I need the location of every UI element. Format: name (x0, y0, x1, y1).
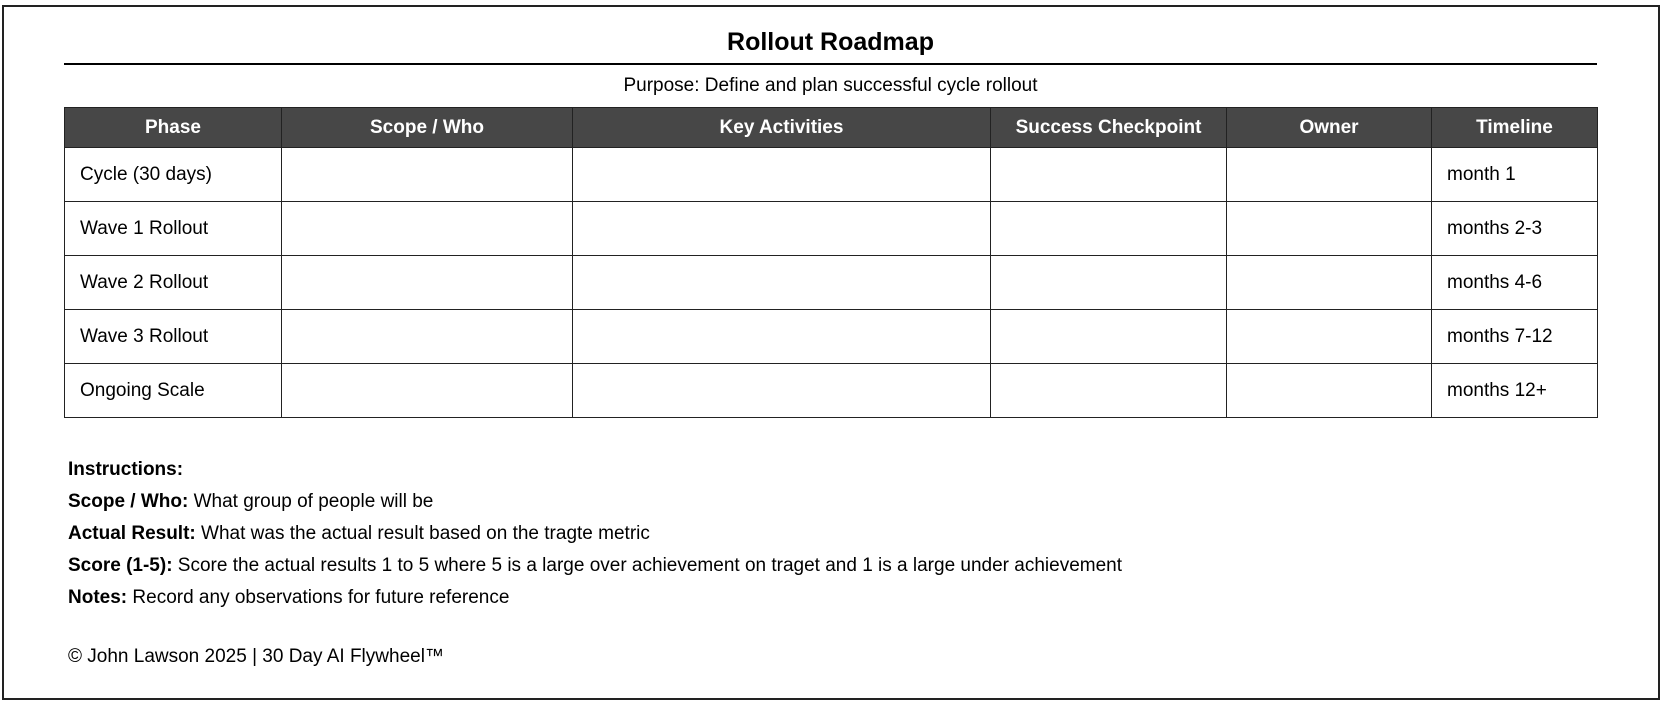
owner-cell[interactable] (1227, 310, 1432, 364)
key-activities-cell[interactable] (573, 256, 991, 310)
copyright-footer: © John Lawson 2025 | 30 Day AI Flywheel™ (68, 646, 444, 667)
instruction-item (68, 582, 1122, 614)
instructions (68, 454, 1122, 614)
instruction-item (68, 486, 1122, 518)
success-checkpoint-cell[interactable] (991, 364, 1227, 418)
roadmap-table (64, 107, 1598, 418)
timeline-cell: months 4-6 (1432, 256, 1598, 310)
timeline-cell: months 2-3 (1432, 202, 1598, 256)
phase-cell: Wave 2 Rollout (65, 256, 282, 310)
success-checkpoint-cell[interactable] (991, 256, 1227, 310)
table-row (65, 310, 1598, 364)
success-checkpoint-cell[interactable] (991, 148, 1227, 202)
instruction-label: Score (1-5): (68, 555, 173, 576)
purpose-text: Purpose: Define and plan successful cycle rollout (623, 75, 1038, 96)
owner-cell[interactable] (1227, 148, 1432, 202)
scope-cell[interactable] (282, 256, 573, 310)
instructions-heading: Instructions: (68, 459, 184, 480)
timeline-cell: months 7-12 (1432, 310, 1598, 364)
instruction-text: Record any observations for future reference (127, 587, 510, 608)
timeline-cell: months 12+ (1432, 364, 1598, 418)
instruction-item (68, 518, 1122, 550)
header-phase: Phase (65, 108, 282, 148)
title-divider (64, 63, 1597, 65)
owner-cell[interactable] (1227, 202, 1432, 256)
timeline-cell: month 1 (1432, 148, 1598, 202)
phase-cell: Cycle (30 days) (65, 148, 282, 202)
header-success-checkpoint: Success Checkpoint (991, 108, 1227, 148)
header-scope: Scope / Who (282, 108, 573, 148)
owner-cell[interactable] (1227, 364, 1432, 418)
instruction-text: Score the actual results 1 to 5 where 5 is a large over achievement on traget and 1 is a large under achievement (172, 555, 1123, 576)
header-owner: Owner (1227, 108, 1432, 148)
table-row (65, 364, 1598, 418)
instruction-label: Notes: (68, 587, 128, 608)
scope-cell[interactable] (282, 148, 573, 202)
page-title: Rollout Roadmap (727, 28, 934, 56)
instruction-text: What was the actual result based on the tragte metric (195, 523, 650, 544)
instruction-text: What group of people will be (188, 491, 434, 512)
instruction-label: Actual Result: (68, 523, 196, 544)
phase-cell: Wave 3 Rollout (65, 310, 282, 364)
phase-cell: Ongoing Scale (65, 364, 282, 418)
header-key-activities: Key Activities (573, 108, 991, 148)
table-row (65, 202, 1598, 256)
key-activities-cell[interactable] (573, 202, 991, 256)
key-activities-cell[interactable] (573, 148, 991, 202)
instruction-label: Scope / Who: (68, 491, 189, 512)
phase-cell: Wave 1 Rollout (65, 202, 282, 256)
scope-cell[interactable] (282, 202, 573, 256)
success-checkpoint-cell[interactable] (991, 202, 1227, 256)
key-activities-cell[interactable] (573, 310, 991, 364)
scope-cell[interactable] (282, 310, 573, 364)
table-header-row (65, 108, 1598, 148)
success-checkpoint-cell[interactable] (991, 310, 1227, 364)
table-row (65, 256, 1598, 310)
owner-cell[interactable] (1227, 256, 1432, 310)
scope-cell[interactable] (282, 364, 573, 418)
key-activities-cell[interactable] (573, 364, 991, 418)
header-timeline: Timeline (1432, 108, 1598, 148)
instruction-item (68, 550, 1122, 582)
table-row (65, 148, 1598, 202)
